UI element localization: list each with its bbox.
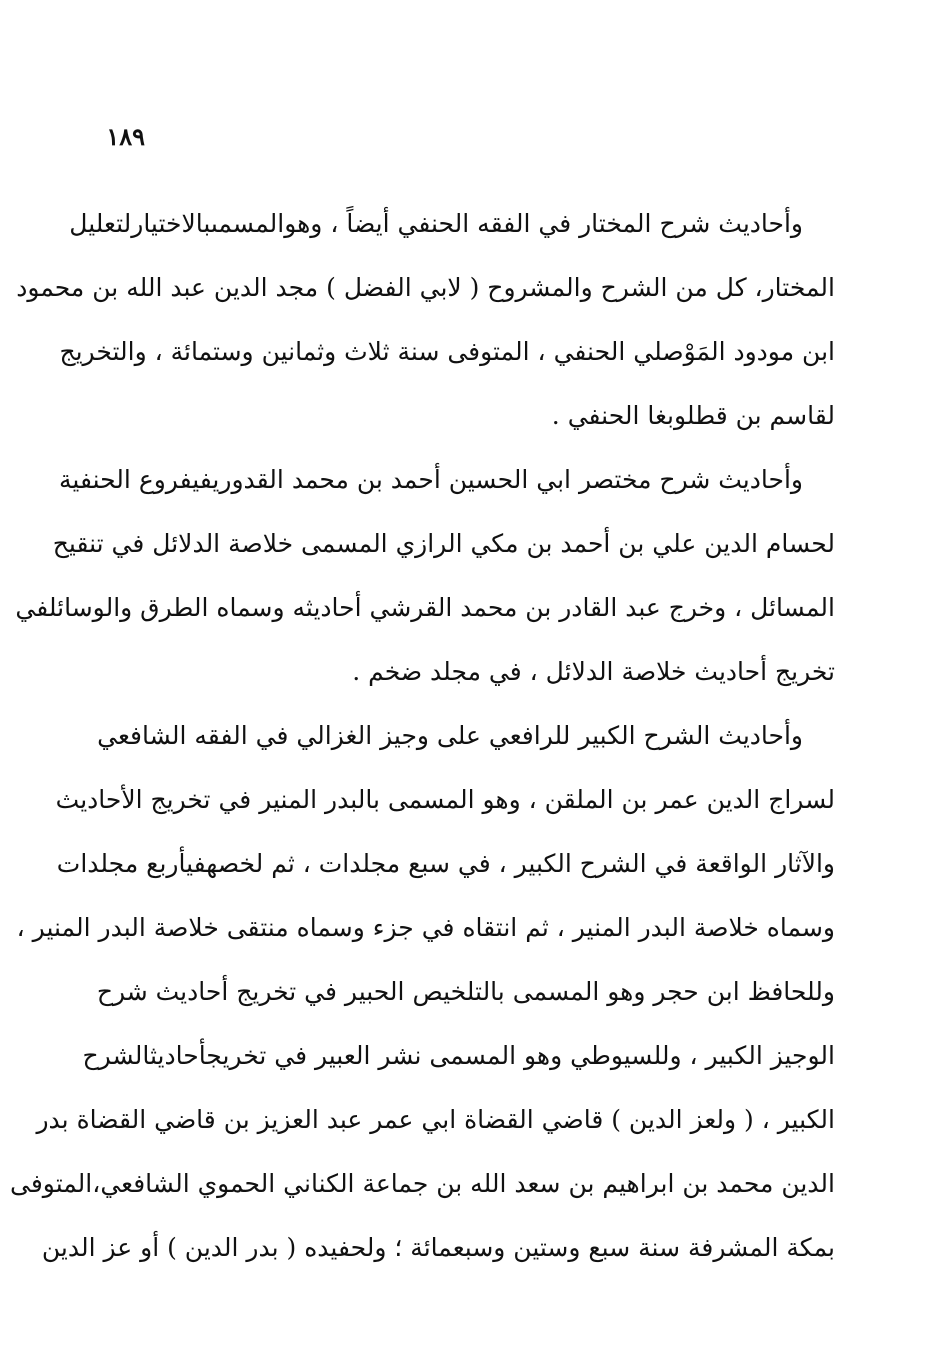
page-number: ١٨٩ <box>106 122 145 151</box>
text-line: وسماه خلاصة البدر المنير ، ثم انتقاه في جزء وسماه منتقى خلاصة البدر المنير ، <box>16 913 835 942</box>
body-text <box>9 192 835 1280</box>
text-line: الكبير ، ( ولعز الدين ) قاضي القضاة ابي عمر عبد العزيز بن قاضي القضاة بدر <box>36 1105 835 1134</box>
text-line: ابن مودود المَوْصلي الحنفي ، المتوفى سنة ثلاث وثمانين وستمائة ، والتخريج <box>59 337 835 366</box>
text-line: بمكة المشرفة سنة سبع وستين وسبعمائة ؛ ولحفيده ( بدر الدين ) أو عز الدين <box>41 1233 835 1262</box>
text-line: المسائل ، وخرج عبد القادر بن محمد القرشي أحاديثه وسماه الطرق والوسائلفي <box>15 593 835 622</box>
text-line: تخريج أحاديث خلاصة الدلائل ، في مجلد ضخم . <box>352 657 835 686</box>
paragraph-1 <box>16 192 835 448</box>
text-line: وأحاديث شرح المختار في الفقه الحنفي أيضاً ، وهوالمسمىبالاختيارلتعليل <box>69 209 803 238</box>
paragraph-3 <box>9 704 835 1280</box>
text-line: والآثار الواقعة في الشرح الكبير ، في سبع مجلدات ، ثم لخصهفيأربع مجلدات <box>56 849 835 878</box>
text-line: لقاسم بن قطلوبغا الحنفي . <box>551 401 835 430</box>
text-line: لسراج الدين عمر بن الملقن ، وهو المسمى بالبدر المنير في تخريج الأحاديث <box>55 785 835 814</box>
text-line: وللحافظ ابن حجر وهو المسمى بالتلخيص الحبير في تخريج أحاديث شرح <box>96 977 835 1006</box>
text-line: الوجيز الكبير ، وللسيوطي وهو المسمى نشر العبير في تخريجأحاديثالشرح <box>82 1041 835 1070</box>
text-line: وأحاديث الشرح الكبير للرافعي على وجيز الغزالي في الفقه الشافعي <box>97 721 803 750</box>
paragraph-2 <box>15 448 835 704</box>
text-line: وأحاديث شرح مختصر ابي الحسين أحمد بن محمد القدوريفيفروع الحنفية <box>59 465 803 494</box>
text-line: المختار، كل من الشرح والمشروح ( لابي الفضل ) مجد الدين عبد الله بن محمود <box>16 273 835 302</box>
text-line: لحسام الدين علي بن أحمد بن مكي الرازي المسمى خلاصة الدلائل في تنقيح <box>52 529 835 558</box>
text-line: الدين محمد بن ابراهيم بن سعد الله بن جماعة الكناني الحموي الشافعي،المتوفى <box>9 1169 835 1198</box>
